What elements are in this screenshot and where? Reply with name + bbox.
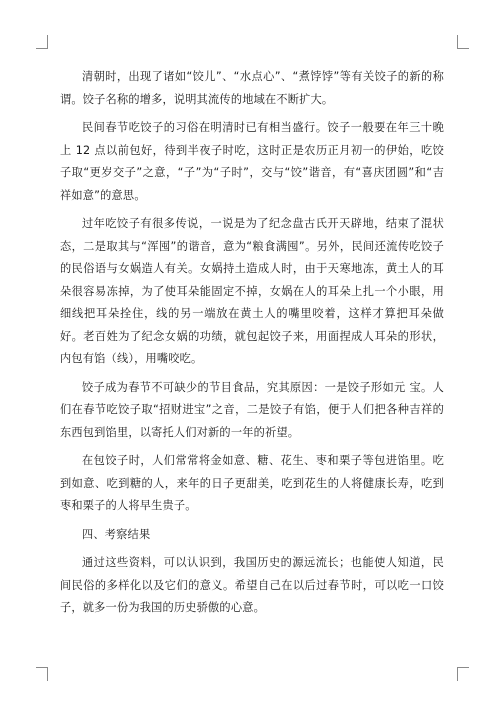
paragraph-legends: 过年吃饺子有很多传说，一说是为了纪念盘古氏开天辟地，结束了混状态，二是取其与“浑囤”的谐音，意为“粮食满囤”。另外，民间还流传吃饺子的民俗语与女娲造人有关。女娲持土造成人时，由于天寒地冻，黄土人的耳朵很容易冻掉，为了使耳朵能固定不掉，女娲在人的耳朵上扎一个小眼，用细线把耳朵拴住，线的另一端放在黄土人的嘴里咬着，这样才算把耳朵做好。老百姓为了纪念女娲的功绩，就包起饺子来，用面捏成人耳朵的形状，内包有馅（线），用嘴咬吃。 [60, 217, 444, 365]
paragraph-spring-festival-custom: 民间春节吃饺子的习俗在明清时已有相当盛行。饺子一般要在年三十晚上 12 点以前包好，待到半夜子时吃，这时正是农历正月初一的伊始，吃饺子取“更岁交子”之意，“子”为“子时”，交与“饺”谐音，有“喜庆团圆”和“吉祥如意”的意思。 [60, 121, 444, 202]
paragraph-fillings: 在包饺子时，人们常常将金如意、糖、花生、枣和栗子等包进馅里。吃到如意、吃到糖的人，来年的日子更甜美，吃到花生的人将健康长寿，吃到枣和栗子的人将早生贵子。 [60, 454, 444, 512]
paragraph-reasons: 饺子成为春节不可缺少的节目食品，究其原因：一是饺子形如元 宝。人们在春节吃饺子取“招财进宝”之音，二是饺子有馅，便于人们把各种吉祥的东西包到馅里，以寄托人们对新的一年的祈望。 [60, 380, 444, 439]
crop-mark-bottom-left [36, 667, 48, 681]
section-heading: 四、考察结果 [82, 527, 151, 541]
crop-mark-bottom-right [457, 667, 469, 681]
paragraph-qing-dynasty-names: 清朝时，出现了诸如“饺儿”、“水点心”、“煮饽饽”等有关饺子的新的称谓。饺子名称的增多，说明其流传的地域在不断扩大。 [60, 70, 444, 106]
crop-mark-top-right [457, 35, 469, 49]
document-body [60, 66, 444, 626]
paragraph-conclusion: 通过这些资料，可以认识到，我国历史的源远流长；也能使人知道，民间民俗的多样化以及它们的意义。希望自己在以后过春节时，可以吃一口饺子，就多一份为我国的历史骄傲的心意。 [60, 556, 444, 614]
crop-mark-top-left [36, 35, 48, 49]
